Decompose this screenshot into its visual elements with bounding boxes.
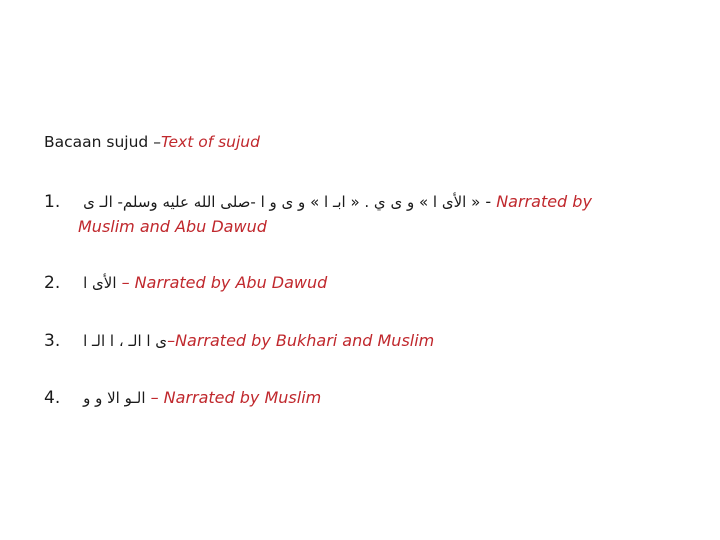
narration-text: Narrated by Abu Dawud [134,273,328,292]
item-number: 4. [44,388,61,408]
narration-text: Narrated by Muslim [163,388,322,407]
list-item-3 [44,331,434,351]
arabic-text: الأى ا [83,274,117,292]
arabic-text: ى ا الـ ، ا الـ ا [83,332,168,350]
narration-text-continued: Muslim and Abu Dawud [78,217,267,236]
narration-text: Narrated by Bukhari and Muslim [175,331,435,350]
list-item-1 [44,192,592,212]
separator: – [116,273,135,292]
heading-subtitle: Text of sujud [160,133,260,151]
narration-text: Narrated by [496,192,592,211]
item-number: 2. [44,273,61,293]
list-item-4 [44,388,321,408]
arabic-text: « الأى ا » و ى ي . « ابـ ا » و ى و ا -صلى الله عليه وسلم- الـ ى [83,193,481,211]
list-item-2 [44,273,327,293]
item-number: 1. [44,192,61,212]
item-number: 3. [44,331,61,351]
list-item-1-continuation [78,217,267,236]
separator: - [480,192,497,211]
separator: – [145,388,164,407]
slide-heading [44,133,260,151]
arabic-text: الـو الا و و [83,389,146,407]
heading-main: Bacaan sujud – [44,133,161,151]
separator: – [167,331,176,350]
